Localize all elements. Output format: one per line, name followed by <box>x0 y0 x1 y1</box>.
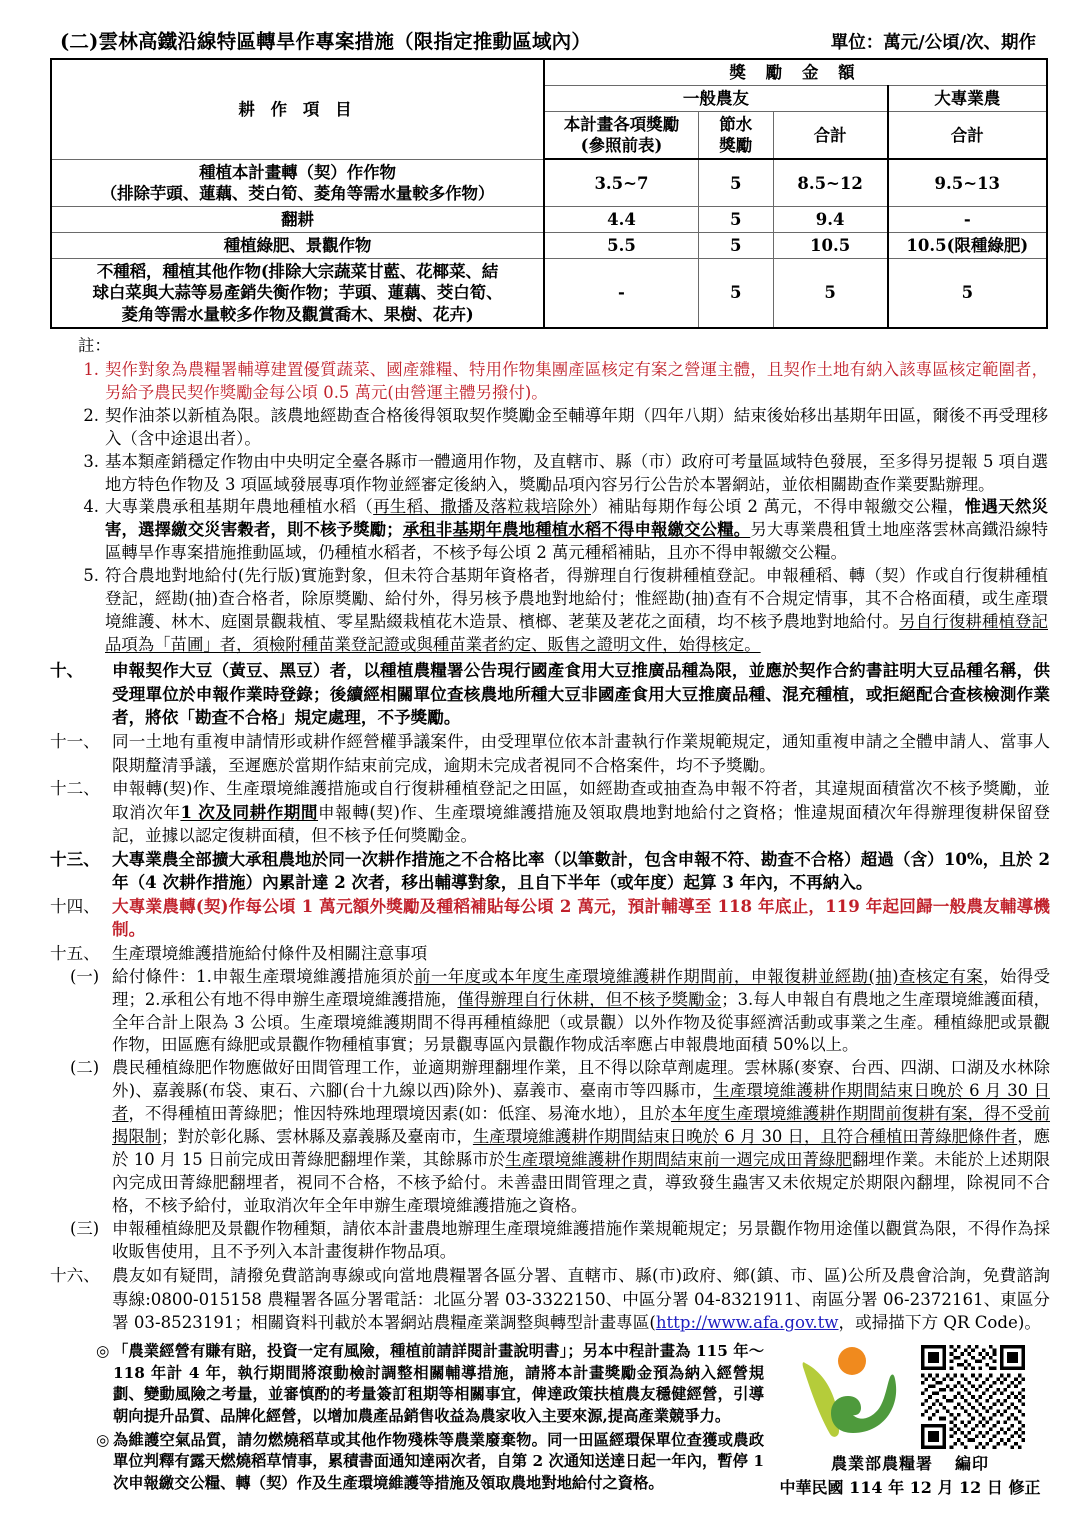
sub-clause-text: 給付條件：1.申報生產環境維護措施須於前一年度或本年度生產環境維護耕作期間前，申報復耕並經勘(抽)查核定有案，始得受理；2.承租公有地不得申辦生產環境維護措施，僅得辦理自行休耕，但不核予獎勵金；3.每人申報自有農地之生產環境維護面積，全年合計上限為 3 公頃。生產環境維護期間不得再種植綠肥（或景觀）以外作物及從事經濟活動或事業之生產。種植綠肥或景觀作物，田區應有綠肥或景觀作物種植事實；另景觀專區內景觀作物成活率應占申報農地面積 50%以上。 <box>112 966 1051 1055</box>
issuer-suffix: 編印 <box>955 1453 990 1473</box>
table-row <box>51 233 1047 259</box>
circle-bullet-icon: ◎ <box>96 1430 110 1449</box>
footer-bullet-text: 為維護空氣品質，請勿燃燒稻草或其他作物殘株等農業廢棄物。同一田區經環保單位查獲或農政單位判釋有露天燃燒稻草情事，累積書面通知達兩次者，自第 2 次通知送達日起一年內，暫停 1 次申報繳交公糧、轉（契）作及生產環境維護等措施及領取農地對地給付之資格。 <box>113 1430 764 1493</box>
note-number: 3. <box>83 451 99 471</box>
note-text: 契作對象為農糧署輔導建置優質蔬菜、國產雜糧、特用作物集團產區核定有案之營運主體，且契作土地有納入該專區核定範圍者，另給予農民契作獎勵金每公頃 0.5 萬元(由營運主體另撥付)。 <box>105 359 1048 402</box>
award-table-wrap <box>0 58 1076 329</box>
footer-notes <box>96 1341 764 1497</box>
qr-code-icon <box>921 1345 1025 1449</box>
clause-11 <box>50 730 1050 777</box>
clause-number: 十二、 <box>50 779 100 799</box>
header-plan-line1: 本計畫各項獎勵 <box>563 115 680 135</box>
clause-number: 十一、 <box>50 731 100 751</box>
clauses-block <box>0 657 1076 1335</box>
clause-number: 十六、 <box>50 1266 100 1286</box>
note-item <box>78 359 1048 405</box>
sub-clause-number: (三) <box>70 1219 100 1239</box>
note-number: 1. <box>83 359 99 379</box>
clause-text: 同一土地有重複申請情形或耕作經營權爭議案件，由受理單位依本計畫執行作業規範規定，通知重複申請之全體申請人、當事人限期釐清爭議，至遲應於當期作結束前完成，逾期未完成者視同不合格案件，均不予獎勵。 <box>112 731 1050 775</box>
footer-bullet-text: 「農業經營有賺有賠，投資一定有風險，種植前請詳閱計畫說明書」；另本中程計畫為 115 年～118 年計 4 年，執行期間將滾動檢討調整相關輔導措施，請將本計畫獎勵金預為納入經營規劃、變動風險之考量，並審慎酌的考量簽訂租期等相關事宜，俾達政策扶植農友穩健經營，引導朝向提升品質、品牌化經營，以增加農產品銷售收益為農家收入主要來源,提高產業競爭力。 <box>113 1341 764 1426</box>
clause-text: 農友如有疑問，請撥免費諮詢專線或向當地農糧署各區分署、直轄市、縣(市)政府、鄉(鎮、市、區)公所及農會洽詢，免費諮詢專線:0800-015158 農糧署各區分署電話：北區分署 03-3322150、中區分署 04-8321911、南區分署 06-2372161、東區分署 03-8523191；相關資料刊載於本署網站農糧產業調整與轉型計畫專區(http://www.afa.gov.tw，或掃描下方 QR Code)。 <box>112 1266 1050 1333</box>
row-item-line2: （排除芋頭、蓮藕、茭白筍、菱角等需水量較多作物） <box>100 184 495 204</box>
footer-bullet <box>96 1430 764 1495</box>
row-item-cell: 種植綠肥、景觀作物 <box>51 233 544 259</box>
note-item <box>78 451 1048 497</box>
award-table <box>50 58 1048 329</box>
note-number: 4. <box>83 497 99 517</box>
row-water-cell: 5 <box>698 259 773 328</box>
circle-bullet-icon: ◎ <box>96 1341 110 1360</box>
header-cell-water <box>698 112 773 160</box>
clause-text: 申報轉(契)作、生產環境維護措施或自行復耕種植登記之田區，如經勘查或抽查為申報不符者，其違規面積當次不核予獎勵，並取消次年1 次及同耕作期間申報轉(契)作、生產環境維護措施及領取農地對地給付之資格；惟違規面積次年得辦理復耕保留登記，並據以認定復耕面積，但不核予任何獎勵金。 <box>112 779 1051 846</box>
sub-clause-text: 農民種植綠肥作物應做好田間管理工作，並適期辦理翻埋作業，且不得以除草劑處理。雲林縣(麥寮、台西、四湖、口湖及水林除外)、嘉義縣(布袋、東石、六腳(台十九線以西)除外)、嘉義市、臺南市等四縣市，生產環境維護耕作期間結束日晚於 6 月 30 日者，不得種植田菁綠肥；惟因特殊地理環境因素(如：低窪、易淹水地），且於本年度生產環境維護耕作期間前復耕有案，得不受前揭限制；對於彰化縣、雲林縣及嘉義縣及臺南市，生產環境維護耕作期間結束日晚於 6 月 30 日，且符合種植田菁綠肥條件者，應於 10 月 15 日前完成田菁綠肥翻埋作業，其餘縣市於生產環境維護耕作期間結束前一週完成田菁綠肥翻埋作業。未能於上述期限內完成田菁綠肥翻埋者，視同不合格，不核予給付。未善盡田間管理之責，導致發生蟲害又未依規定於期限內翻埋，除視同不合格，不核予給付，並取消次年全年申辦生產環境維護措施之資格。 <box>112 1058 1051 1216</box>
clause-15 <box>50 942 1050 966</box>
note-text: 大專業農承租基期年農地種植水稻（再生稻、撒播及落粒栽培除外）補貼每期作每公頃 2 萬元，不得申報繳交公糧，惟遇天然災害，選擇繳交災害穀者，則不核予獎勵；承租非基期年農地種植水稻不得申報繳交公糧。另大專業農租賃土地座落雲林高鐵沿線特區轉旱作專案措施推動區域，仍種植水稻者，不核予每公頃 2 萬元種稻補貼，且亦不得申報繳交公糧。 <box>105 497 1049 563</box>
row-item-cell: 翻耕 <box>51 207 544 233</box>
sub-clause-1 <box>70 966 1050 1058</box>
afa-website-link[interactable]: http://www.afa.gov.tw <box>655 1313 839 1333</box>
note-item <box>78 496 1048 565</box>
header-cell-total: 合計 <box>773 112 888 160</box>
clause-12 <box>50 777 1050 848</box>
clause-text: 大專業農全部擴大承租農地於同一次耕作措施之不合格比率（以筆數計，包含申報不符、勘查不合格）超過（含）10%，且於 2 年（4 次耕作措施）內累計達 2 次者，移出輔導對象，且自下半年（或年度）起算 3 年內，不再納入。 <box>112 848 1050 893</box>
sub-clause-2 <box>70 1057 1050 1218</box>
document-header <box>0 0 1076 58</box>
page-title: (二)雲林高鐵沿線特區轉旱作專案措施（限指定推動區域內） <box>60 30 592 53</box>
notes-block <box>0 329 1076 658</box>
qr-code-svg <box>921 1345 1025 1449</box>
row-pro-cell: 9.5~13 <box>888 159 1047 206</box>
header-cell-pro-total: 合計 <box>888 112 1047 160</box>
row-item-cell <box>51 259 544 328</box>
row-total-cell: 9.4 <box>773 207 888 233</box>
clause-number: 十五、 <box>50 944 100 964</box>
row-plan-cell: 3.5~7 <box>544 159 698 206</box>
header-water-line2: 獎勵 <box>719 136 753 156</box>
note-text: 符合農地對地給付(先行版)實施對象，但未符合基期年資格者，得辦理自行復耕種植登記。申報種稻、轉（契）作或自行復耕種植登記，經勘(抽)查合格者，除原獎勵、給付外，得另核予農地對地給付；惟經勘(抽)查有不合規定情事，其不合格面積，或生產環境維護、林木、庭園景觀栽植、零星點綴栽植花木造景、檳榔、荖葉及荖花之面積，均不核予農地對地給付。另自行復耕種植登記品項為「苗圃」者，須檢附種苗業登記證或與種苗業者約定、販售之證明文件，始得核定。 <box>105 566 1048 655</box>
unit-note: 單位：萬元/公頃/次、期作 <box>830 33 1036 53</box>
revision-date: 中華民國 114 年 12 月 12 日 修正 <box>779 1477 1041 1497</box>
sub-clause-text: 申報種植綠肥及景觀作物種類，請依本計畫農地辦理生產環境維護措施作業規範規定；另景觀作物用途僅以觀賞為限，不得作為採收販售使用，且不予列入本計畫復耕作物品項。 <box>112 1219 1050 1262</box>
agriculture-agency-logo <box>795 1345 913 1445</box>
note-item <box>78 565 1048 657</box>
clause-13 <box>50 848 1050 895</box>
row-item-line2: 球白菜與大蒜等易產銷失衡作物；芋頭、蓮藕、茭白筍、 <box>92 283 503 303</box>
footer-brand <box>764 1341 1056 1498</box>
clause-number: 十四、 <box>50 896 100 916</box>
header-cell-amount: 獎 勵 金 額 <box>544 59 1047 86</box>
note-item <box>78 405 1048 451</box>
clause-10 <box>50 659 1050 730</box>
issuer-line <box>764 1451 1056 1474</box>
clause-text: 生產環境維護措施給付條件及相關注意事項 <box>112 944 428 964</box>
table-header-row-1 <box>51 59 1047 86</box>
row-plan-cell: 5.5 <box>544 233 698 259</box>
row-water-cell: 5 <box>698 207 773 233</box>
clause-14 <box>50 895 1050 942</box>
sub-clause-number: (二) <box>70 1058 100 1078</box>
row-water-cell: 5 <box>698 233 773 259</box>
row-item-line1: 種植本計畫轉（契）作作物 <box>199 162 396 182</box>
header-cell-item: 耕 作 項 目 <box>51 59 544 159</box>
sub-clause-number: (一) <box>70 966 100 986</box>
notes-label: 註： <box>78 335 111 355</box>
clause-text: 申報契作大豆（黃豆、黑豆）者，以種植農糧署公告現行國產食用大豆推廣品種為限，並應於契作合約書註明大豆品種名稱，供受理單位於申報作業時登錄；後續經相關單位查核農地所種大豆非國產食用大豆推廣品種、混充種植，或拒絕配合查核檢測作業者，將依「勘查不合格」規定處理，不予獎勵。 <box>112 660 1050 728</box>
clause-number: 十、 <box>50 660 84 681</box>
row-pro-cell: 5 <box>888 259 1047 328</box>
note-number: 5. <box>83 566 99 586</box>
logo-icon <box>795 1345 913 1445</box>
row-pro-cell: 10.5(限種綠肥) <box>888 233 1047 259</box>
table-row <box>51 259 1047 328</box>
note-text: 基本類產銷穩定作物由中央明定全臺各縣市一體適用作物，及直轄市、縣（市）政府可考量區域特色發展，至多得另提報 5 項自選地方特色作物及 3 項區域發展專項作物並經審定後納入，獎勵品項內容另行公告於本署網站，並依相關勘查作業要點辦理。 <box>105 451 1048 494</box>
row-item-line3: 菱角等需水量較多作物及觀賞喬木、果樹、花卉) <box>121 304 474 324</box>
header-cell-pro: 大專業農 <box>888 86 1047 112</box>
row-water-cell: 5 <box>698 159 773 206</box>
clause-text: 大專業農轉(契)作每公頃 1 萬元額外獎勵及種稻補貼每公頃 2 萬元，預計輔導至 118 年底止，119 年起回歸一般農友輔導機制。 <box>112 895 1050 940</box>
header-plan-line2: (參照前表) <box>580 136 663 156</box>
row-plan-cell: - <box>544 259 698 328</box>
header-cell-general: 一般農友 <box>544 86 888 112</box>
row-item-cell <box>51 159 544 206</box>
table-row <box>51 207 1047 233</box>
table-row <box>51 159 1047 206</box>
issuer-name: 農業部農糧署 <box>830 1453 933 1473</box>
row-item-line1: 不種稻，種植其他作物(排除大宗蔬菜甘藍、花椰菜、結 <box>96 262 499 282</box>
brand-row <box>764 1345 1056 1449</box>
footer-area <box>0 1335 1076 1498</box>
footer-bullet <box>96 1341 764 1428</box>
note-text: 契作油茶以新植為限。該農地經勘查合格後得領取契作獎勵金至輔導年期（四年八期）結束後始移出基期年田區，爾後不再受理移入（含中途退出者）。 <box>105 405 1048 448</box>
header-water-line1: 節水 <box>719 115 753 135</box>
row-total-cell: 10.5 <box>773 233 888 259</box>
note-number: 2. <box>83 405 99 425</box>
row-pro-cell: - <box>888 207 1047 233</box>
header-cell-plan <box>544 112 698 160</box>
row-plan-cell: 4.4 <box>544 207 698 233</box>
clause-number: 十三、 <box>50 848 100 869</box>
clause-16 <box>50 1264 1050 1335</box>
row-total-cell: 5 <box>773 259 888 328</box>
row-total-cell: 8.5~12 <box>773 159 888 206</box>
sub-clause-3 <box>70 1218 1050 1264</box>
